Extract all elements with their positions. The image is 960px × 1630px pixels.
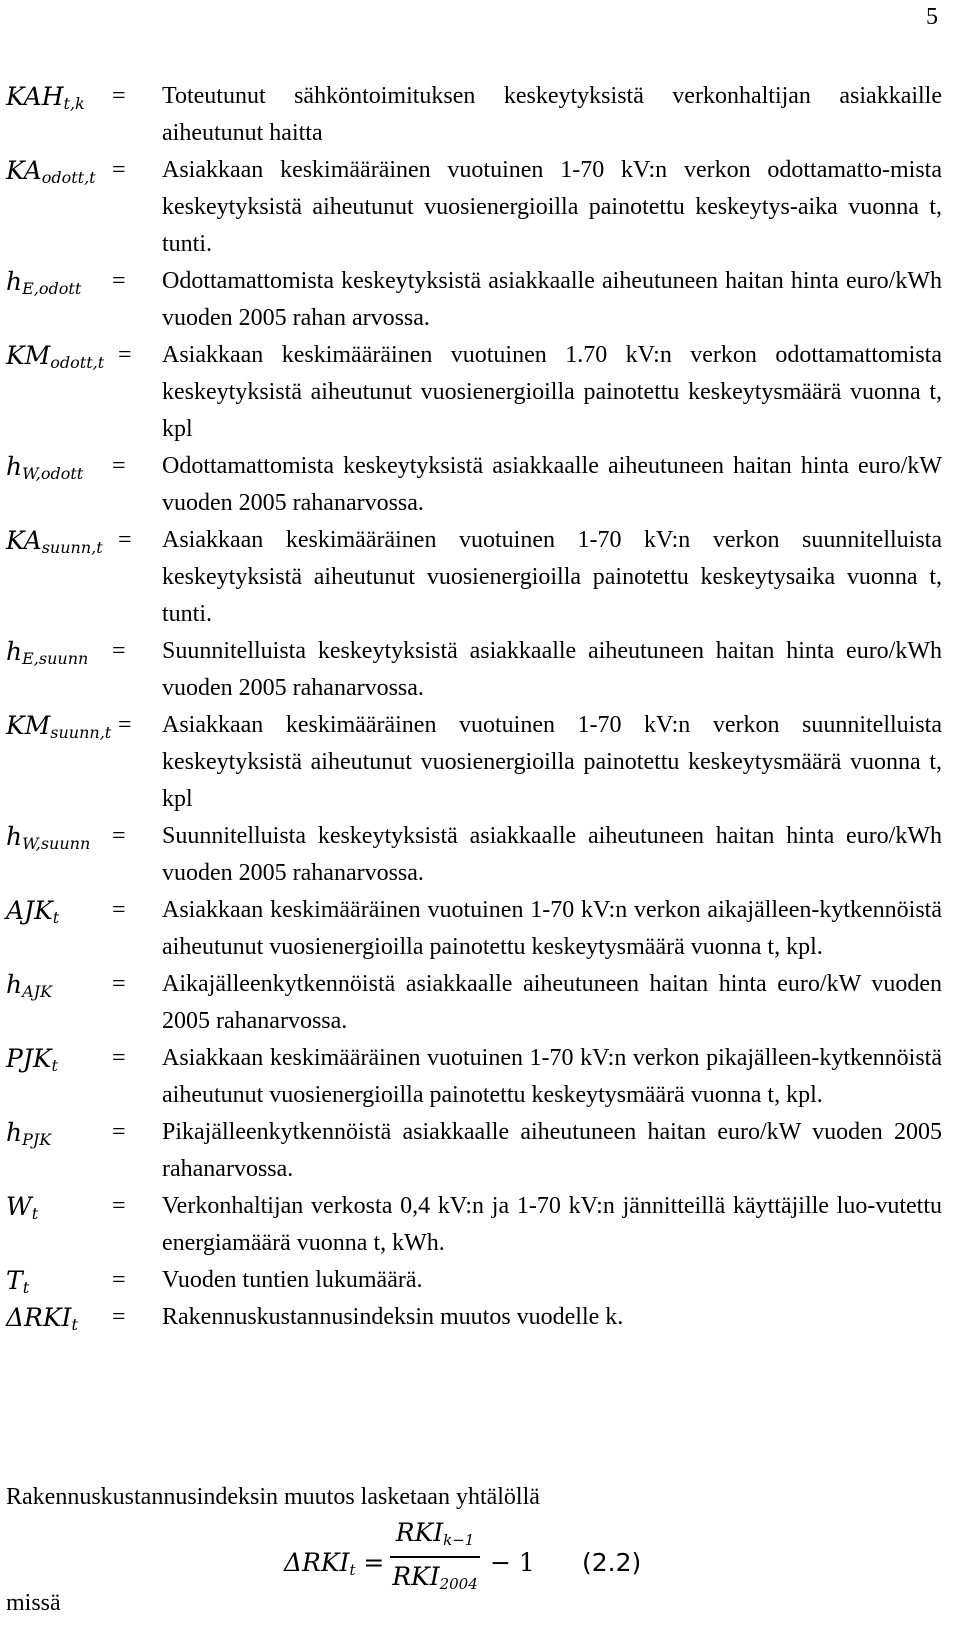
definition-text: Odottamattomista keskeytyksistä asiakkaalle aiheutuneen haitan hinta euro/kW vuoden 2005 rahanarvossa. bbox=[162, 453, 942, 516]
equals-sign: = bbox=[112, 268, 126, 294]
definition-item bbox=[0, 707, 960, 818]
definition-item bbox=[0, 1040, 960, 1114]
definition-symbol: $KM_{suunn,t}$ bbox=[6, 711, 112, 742]
definition-item bbox=[0, 448, 960, 522]
fraction-bar bbox=[390, 1556, 480, 1558]
definition-item bbox=[0, 78, 960, 152]
equals-sign: = bbox=[112, 1045, 126, 1071]
definition-text: Asiakkaan keskimääräinen vuotuinen 1-70 kV:n verkon suunnitelluista keskeytyksistä aiheutunut vuosienergioilla painotettu keskeytysaika vuonna t, tunti. bbox=[162, 527, 942, 627]
definition-text: Pikajälleenkytkennöistä asiakkaalle aiheutuneen haitan euro/kW vuoden 2005 rahanarvossa. bbox=[162, 1119, 942, 1182]
definition-text: Toteutunut sähköntoimituksen keskeytyksistä verkonhaltijan asiakkaille aiheutunut haitta bbox=[162, 83, 942, 146]
definition-item bbox=[0, 1299, 960, 1336]
equals-sign: = bbox=[112, 83, 126, 109]
definition-text: Aikajälleenkytkennöistä asiakkaalle aiheutuneen haitan hinta euro/kW vuoden 2005 rahanarvossa. bbox=[162, 971, 942, 1034]
equation-number: (2.2) bbox=[582, 1548, 642, 1577]
definition-text: Asiakkaan keskimääräinen vuotuinen 1-70 kV:n verkon pikajälleen-kytkennöistä aiheutunut vuosienergioilla painotettu keskeytysmäärä vuonna t, kpl. bbox=[162, 1045, 942, 1108]
equals-sign: = bbox=[112, 897, 126, 923]
definition-item bbox=[0, 892, 960, 966]
definition-symbol: $h_{E,odott}$ bbox=[6, 267, 82, 298]
definition-item bbox=[0, 818, 960, 892]
definition-text: Suunnitelluista keskeytyksistä asiakkaalle aiheutuneen haitan hinta euro/kWh vuoden 2005 rahanarvossa. bbox=[162, 638, 942, 701]
equals-sign: = bbox=[118, 712, 132, 738]
definition-symbol: $KA_{suunn,t}$ bbox=[6, 526, 103, 557]
definition-text: Asiakkaan keskimääräinen vuotuinen 1.70 kV:n verkon odottamattomista keskeytyksistä aiheutunut vuosienergioilla painotettu keskeytysmäärä vuonna t, kpl bbox=[162, 342, 942, 442]
definition-list bbox=[0, 78, 960, 1336]
equals-sign: = bbox=[112, 971, 126, 997]
definition-text: Rakennuskustannusindeksin muutos vuodelle k. bbox=[162, 1304, 624, 1330]
definition-symbol: $PJK_t$ bbox=[6, 1044, 58, 1075]
definition-symbol: $W_t$ bbox=[6, 1192, 39, 1223]
definition-item bbox=[0, 966, 960, 1040]
definition-symbol: $T_t$ bbox=[6, 1266, 30, 1297]
equals-sign: = bbox=[112, 638, 126, 664]
definition-symbol: $h_{PJK}$ bbox=[6, 1118, 52, 1149]
definition-symbol: $h_{W,suunn}$ bbox=[6, 822, 91, 853]
equals-sign: = bbox=[112, 1304, 126, 1330]
definition-item bbox=[0, 1188, 960, 1262]
equals-sign: = bbox=[118, 342, 132, 368]
definition-symbol: $h_{AJK}$ bbox=[6, 970, 53, 1001]
equals-sign: = bbox=[112, 1267, 126, 1293]
formula-intro-text: Rakennuskustannusindeksin muutos lasketaan yhtälöllä bbox=[6, 1484, 540, 1510]
definition-item bbox=[0, 522, 960, 633]
definition-item bbox=[0, 152, 960, 263]
fraction-denominator: $RKI_{2004}$ bbox=[392, 1562, 478, 1593]
definition-symbol: $KA_{odott,t}$ bbox=[6, 156, 96, 187]
equation-minus-one: − 1 bbox=[490, 1548, 535, 1577]
definition-symbol: $\Delta RKI_t$ bbox=[6, 1303, 78, 1334]
definition-item bbox=[0, 1114, 960, 1188]
equals-sign: = bbox=[112, 157, 126, 183]
definition-text: Asiakkaan keskimääräinen vuotuinen 1-70 kV:n verkon aikajälleen-kytkennöistä aiheutunut vuosienergioilla painotettu keskeytysmäärä vuonna t, kpl. bbox=[162, 897, 942, 960]
definition-text: Asiakkaan keskimääräinen vuotuinen 1-70 kV:n verkon odottamatto-mista keskeytyksistä aiheutunut vuosienergioilla painotettu keskeytys-aika vuonna t, tunti. bbox=[162, 157, 942, 257]
equals-sign: = bbox=[112, 453, 126, 479]
equals-sign: = bbox=[118, 527, 132, 553]
definition-text: Suunnitelluista keskeytyksistä asiakkaalle aiheutuneen haitan hinta euro/kWh vuoden 2005 rahanarvossa. bbox=[162, 823, 942, 886]
equals-sign: = bbox=[112, 1193, 126, 1219]
page-number: 5 bbox=[926, 4, 938, 30]
definition-item bbox=[0, 337, 960, 448]
equals-sign: = bbox=[112, 823, 126, 849]
definition-symbol: $KAH_{t,k}$ bbox=[6, 82, 85, 113]
definition-text: Odottamattomista keskeytyksistä asiakkaalle aiheutuneen haitan hinta euro/kWh vuoden 2005 rahan arvossa. bbox=[162, 268, 942, 331]
definition-symbol: $AJK_t$ bbox=[6, 896, 60, 927]
closing-word: missä bbox=[6, 1590, 61, 1616]
definition-item bbox=[0, 1262, 960, 1299]
definition-item bbox=[0, 633, 960, 707]
definition-symbol: $KM_{odott,t}$ bbox=[6, 341, 105, 372]
equals-sign: = bbox=[112, 1119, 126, 1145]
definition-symbol: $h_{W,odott}$ bbox=[6, 452, 84, 483]
definition-text: Asiakkaan keskimääräinen vuotuinen 1-70 kV:n verkon suunnitelluista keskeytyksistä aiheutunut vuosienergioilla painotettu keskeytysmäärä vuonna t, kpl bbox=[162, 712, 942, 812]
equation-lhs: $\Delta RKI_t$ = bbox=[284, 1548, 385, 1579]
definition-item bbox=[0, 263, 960, 337]
definition-text: Vuoden tuntien lukumäärä. bbox=[162, 1267, 423, 1293]
definition-text: Verkonhaltijan verkosta 0,4 kV:n ja 1-70 kV:n jännitteillä käyttäjille luo-vutettu energiamäärä vuonna t, kWh. bbox=[162, 1193, 942, 1256]
fraction-numerator: $RKI_{k-1}$ bbox=[395, 1518, 475, 1549]
definition-symbol: $h_{E,suunn}$ bbox=[6, 637, 89, 668]
equation-fraction bbox=[390, 1518, 480, 1591]
